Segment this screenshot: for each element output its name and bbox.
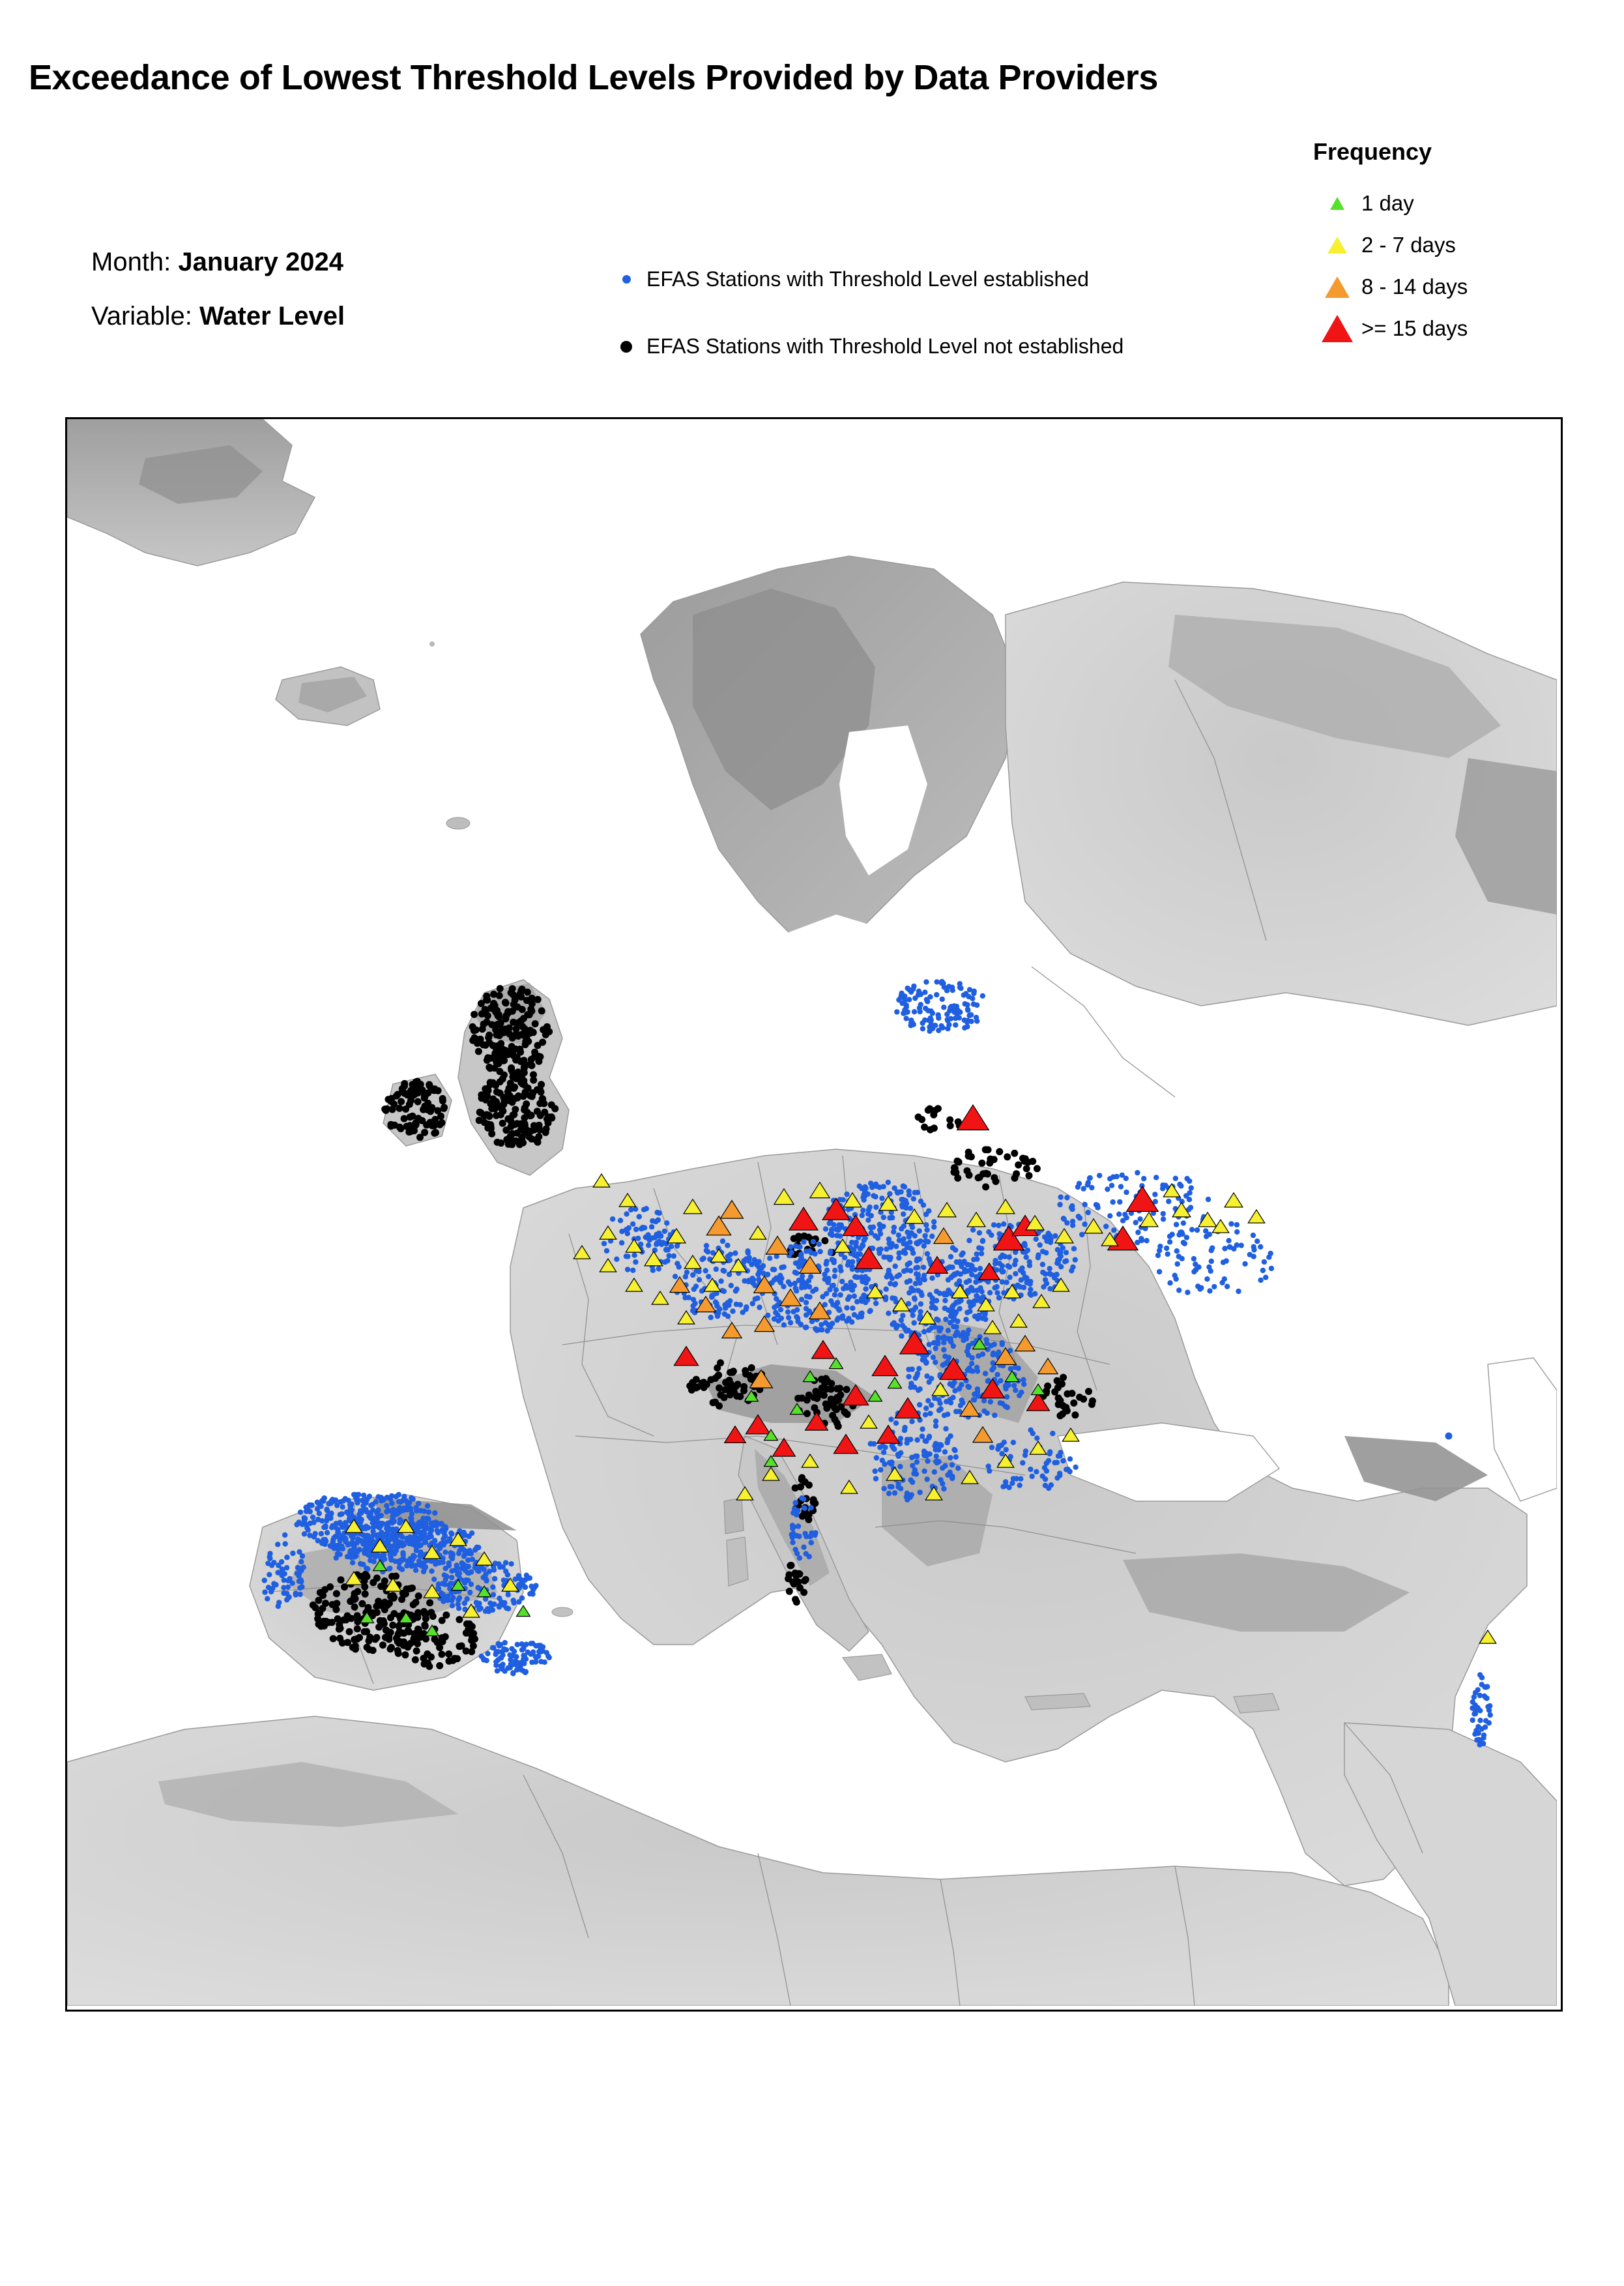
corsica (724, 1498, 744, 1534)
cyprus (1234, 1693, 1279, 1713)
page-title: Exceedance of Lowest Threshold Levels Provided by Data Providers (29, 58, 1158, 97)
europe-map[interactable] (65, 417, 1563, 2012)
frequency-legend (1313, 138, 1468, 349)
small-blue-dot-icon (606, 275, 646, 284)
station-legend (606, 267, 1124, 402)
month-row (91, 248, 345, 277)
triangle-red-icon (1313, 315, 1361, 342)
sardinia (727, 1537, 748, 1586)
frequency-item-15-plus-days (1313, 308, 1468, 349)
frequency-label-1-day: 1 day (1361, 191, 1414, 215)
triangle-yellow-icon (1313, 237, 1361, 254)
legend-item-threshold-established (606, 267, 1124, 291)
variable-label: Variable: (91, 302, 192, 330)
frequency-label-2-7-days: 2 - 7 days (1361, 233, 1456, 257)
month-label: Month: (91, 248, 171, 276)
variable-value: Water Level (199, 302, 345, 330)
crete (1025, 1693, 1090, 1710)
variable-row (91, 302, 345, 331)
legend-label-threshold-established: EFAS Stations with Threshold Level established (646, 267, 1089, 291)
legend-label-threshold-not-established: EFAS Stations with Threshold Level not established (646, 334, 1124, 358)
frequency-item-2-7-days (1313, 224, 1468, 266)
map-info-block (91, 248, 345, 356)
frequency-label-15-plus-days: >= 15 days (1361, 316, 1468, 340)
frequency-label-8-14-days: 8 - 14 days (1361, 274, 1468, 299)
triangle-green-icon (1313, 197, 1361, 210)
map-canvas (67, 419, 1557, 2006)
legend-item-threshold-not-established (606, 334, 1124, 359)
large-black-dot-icon (606, 341, 646, 353)
frequency-item-1-day (1313, 183, 1468, 224)
frequency-legend-title: Frequency (1313, 138, 1432, 165)
triangle-orange-icon (1313, 276, 1361, 298)
month-value: January 2024 (178, 248, 343, 276)
frequency-item-8-14-days (1313, 266, 1468, 308)
